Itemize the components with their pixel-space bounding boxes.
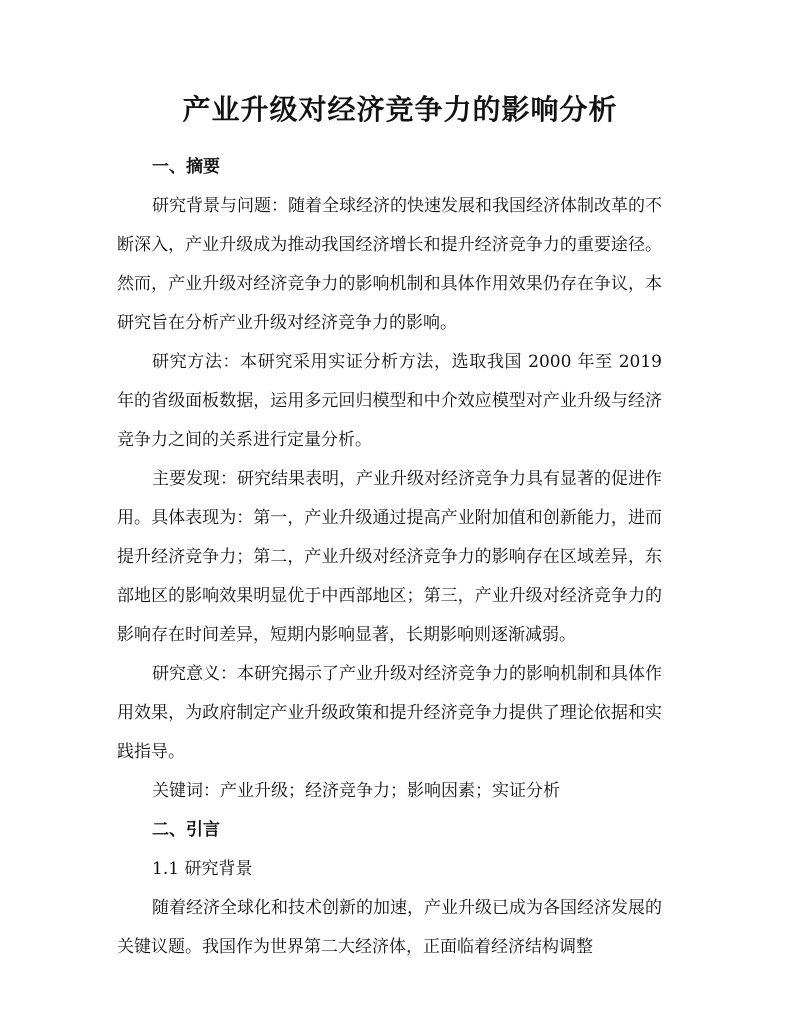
introduction-paragraph: 随着经济全球化和技术创新的加速，产业升级已成为各国经济发展的关键议题。我国作为世界第二大经济体，正面临着经济结构调整 bbox=[117, 898, 662, 957]
abstract-heading: 一、摘要 bbox=[152, 157, 220, 177]
research-background-subheading: 1.1 研究背景 bbox=[152, 859, 253, 879]
abstract-methods-paragraph: 研究方法：本研究采用实证分析方法，选取我国 2000 年至 2019 年的省级面板数据，运用多元回归模型和中介效应模型对产业升级与经济竞争力之间的关系进行定量分析。 bbox=[117, 352, 662, 450]
abstract-findings-paragraph: 主要发现：研究结果表明，产业升级对经济竞争力具有显著的促进作用。具体表现为：第一，产业升级通过提高产业附加值和创新能力，进而提升经济竞争力；第二，产业升级对经济竞争力的影响存在区域差异，东部地区的影响效果明显优于中西部地区；第三，产业升级对经济竞争力的影响存在时间差异，短期内影响显著，长期影响则逐渐减弱。 bbox=[117, 469, 662, 645]
abstract-significance-paragraph: 研究意义：本研究揭示了产业升级对经济竞争力的影响机制和具体作用效果，为政府制定产业升级政策和提升经济竞争力提供了理论依据和实践指导。 bbox=[117, 664, 662, 762]
document-title: 产业升级对经济竞争力的影响分析 bbox=[182, 93, 618, 126]
introduction-heading: 二、引言 bbox=[152, 820, 220, 840]
document-body bbox=[117, 148, 662, 967]
abstract-background-paragraph: 研究背景与问题：随着全球经济的快速发展和我国经济体制改革的不断深入，产业升级成为推动我国经济增长和提升经济竞争力的重要途径。然而，产业升级对经济竞争力的影响机制和具体作用效果仍存在争议，本研究旨在分析产业升级对经济竞争力的影响。 bbox=[117, 196, 662, 333]
keywords-line: 关键词：产业升级；经济竞争力；影响因素；实证分析 bbox=[152, 781, 560, 801]
